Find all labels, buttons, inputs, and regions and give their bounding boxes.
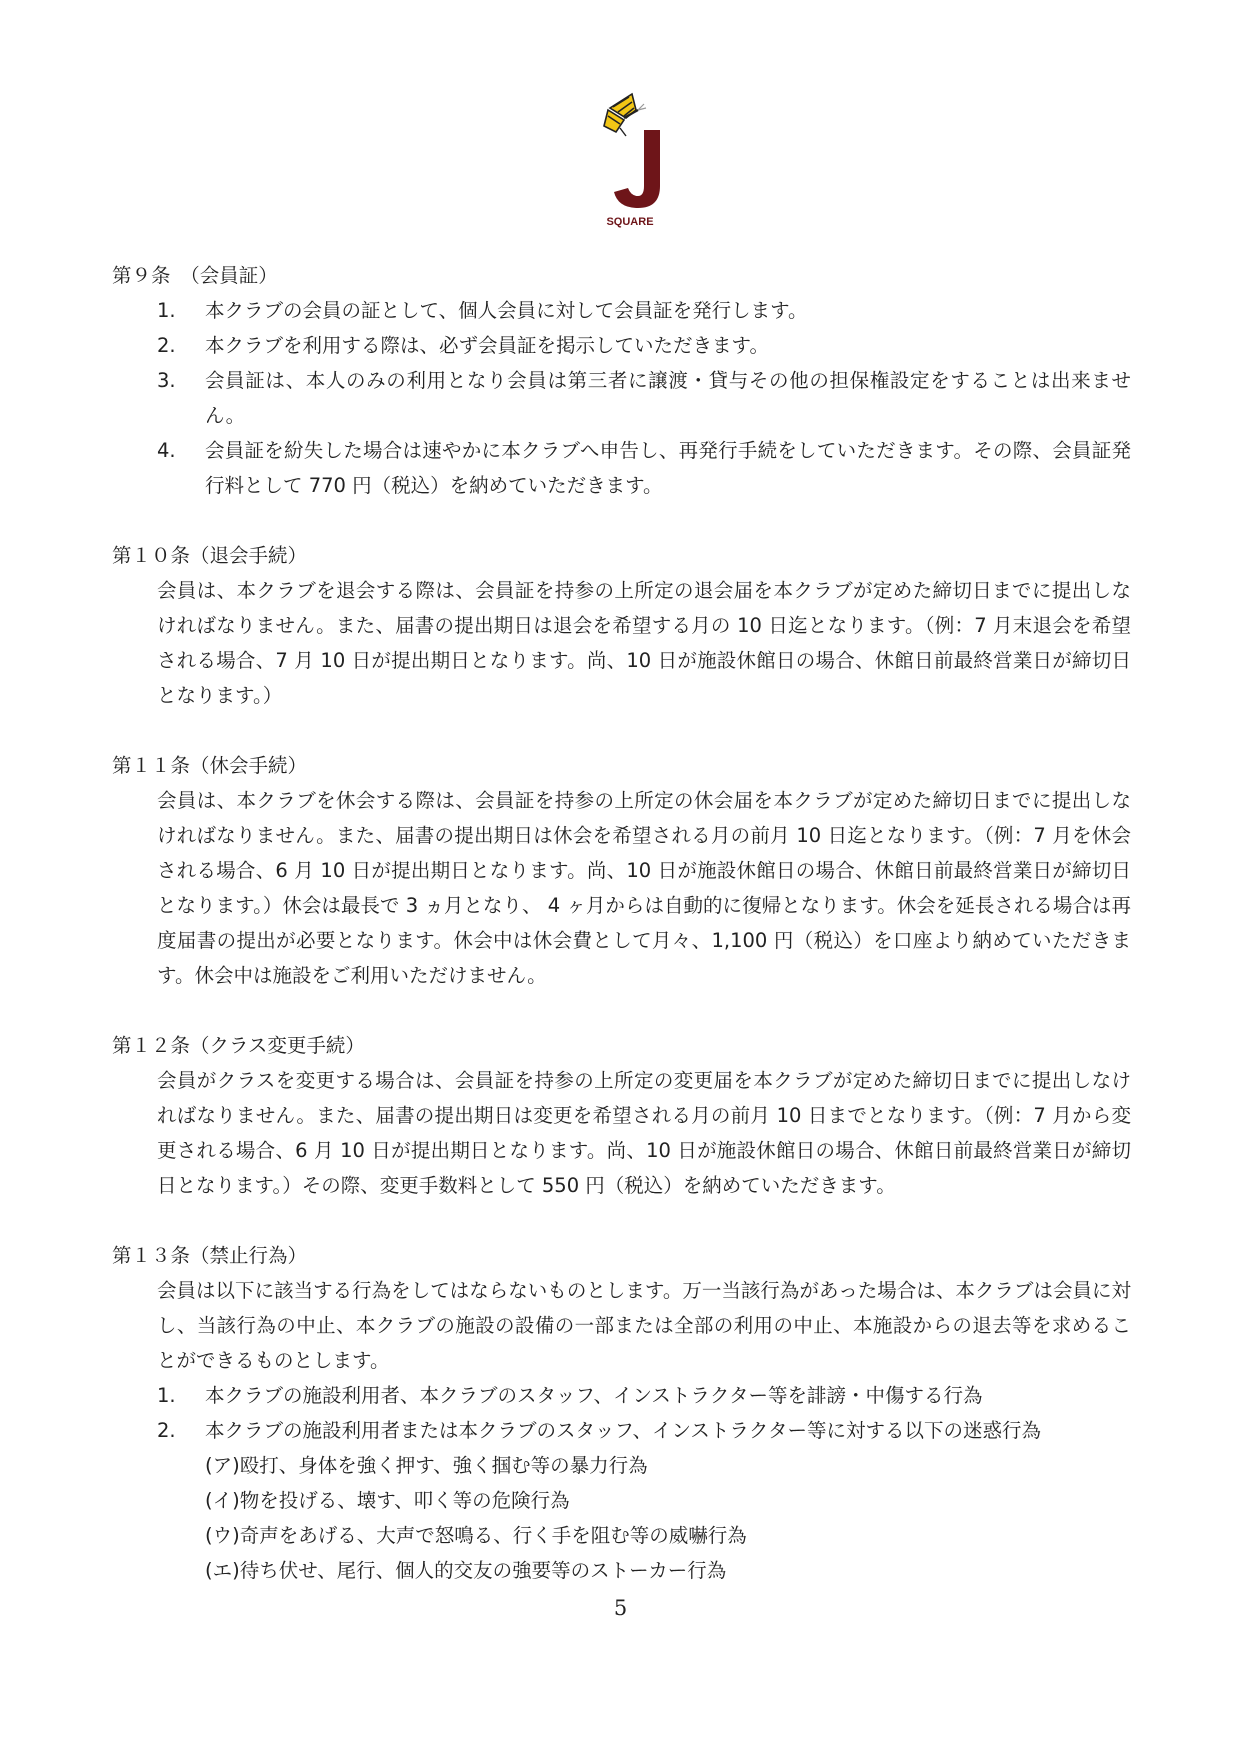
article-12 [0, 1028, 1241, 1203]
item-text: 本クラブの施設利用者、本クラブのスタッフ、インストラクター等を誹謗・中傷する行為 [205, 1384, 983, 1407]
item-number: 2. [157, 1419, 176, 1442]
item-text: 会員証を紛失した場合は速やかに本クラブへ申告し、再発行手続をしていただきます。その際、会員証発行料として 770 円（税込）を納めていただきます。 [205, 439, 1131, 497]
sub-item: (ア)殴打、身体を強く押す、強く掴む等の暴力行為 [205, 1454, 648, 1477]
item-text: 本クラブを利用する際は、必ず会員証を掲示していただきます。 [205, 334, 769, 357]
butterfly-icon [604, 94, 646, 136]
article-title: 第１１条（休会手続） [112, 754, 308, 777]
list-item [0, 328, 1241, 363]
article-title: 第１２条（クラス変更手続） [112, 1034, 365, 1057]
sub-item: (イ)物を投げる、壊す、叩く等の危険行為 [205, 1489, 570, 1512]
article-paragraph: 会員は以下に該当する行為をしてはならないものとします。万一当該行為があった場合は、本クラブは会員に対し、当該行為の中止、本クラブの施設の設備の一部または全部の利用の中止、本施設からの退去等を求めることができるものとします。 [157, 1279, 1131, 1372]
document-body [0, 258, 1241, 1623]
article-9 [0, 258, 1241, 503]
article-11 [0, 748, 1241, 993]
j-square-logo [580, 88, 680, 228]
sub-item: (エ)待ち伏せ、尾行、個人的交友の強要等のストーカー行為 [205, 1559, 727, 1582]
list-item [0, 433, 1241, 503]
list-item [0, 293, 1241, 328]
item-number: 3. [157, 369, 176, 392]
article-title: 第９条 （会員証） [112, 264, 278, 287]
article-paragraph: 会員は、本クラブを休会する際は、会員証を持参の上所定の休会届を本クラブが定めた締切日までに提出しなければなりません。また、届書の提出期日は休会を希望される月の前月 10 日迄となります。（例：7 月を休会される場合、6 月 10 日が提出期日となります。尚、10 日が施設休館日の場合、休館日前最終営業日が締切日となります。）休会は最長で 3 ヵ月となり、 4 ヶ月からは自動的に復帰となります。休会を延長される場合は再度届書の提出が必要となります。休会中は休会費として月々、1,100 円（税込）を口座より納めていただきます。休会中は施設をご利用いただけません。 [157, 789, 1131, 987]
article-10 [0, 538, 1241, 713]
article-title: 第１３条（禁止行為） [112, 1244, 308, 1267]
logo-graphic [580, 88, 680, 228]
item-number: 4. [157, 439, 176, 462]
logo-text: SQUARE [606, 216, 654, 228]
item-text: 会員証は、本人のみの利用となり会員は第三者に譲渡・貸与その他の担保権設定をすることは出来ません。 [205, 369, 1131, 427]
item-number: 1. [157, 299, 176, 322]
list-item [0, 1378, 1241, 1413]
item-text: 本クラブの施設利用者または本クラブのスタッフ、インストラクター等に対する以下の迷惑行為 [205, 1419, 1041, 1442]
list-item [0, 363, 1241, 433]
sub-item: (ウ)奇声をあげる、大声で怒鳴る、行く手を阻む等の威嚇行為 [205, 1524, 747, 1547]
item-text: 本クラブの会員の証として、個人会員に対して会員証を発行します。 [205, 299, 808, 322]
j-letter-mark [614, 130, 660, 208]
article-13 [0, 1238, 1241, 1588]
article-title: 第１０条（退会手続） [112, 544, 308, 567]
article-paragraph: 会員は、本クラブを退会する際は、会員証を持参の上所定の退会届を本クラブが定めた締切日までに提出しなければなりません。また、届書の提出期日は退会を希望する月の 10 日迄となります。（例：7 月末退会を希望される場合、7 月 10 日が提出期日となります。尚、10 日が施設休館日の場合、休館日前最終営業日が締切日となります。） [157, 579, 1131, 707]
item-number: 2. [157, 334, 176, 357]
article-paragraph: 会員がクラスを変更する場合は、会員証を持参の上所定の変更届を本クラブが定めた締切日までに提出しなければなりません。また、届書の提出期日は変更を希望される月の前月 10 日までとなります。（例：7 月から変更される場合、6 月 10 日が提出期日となります。尚、10 日が施設休館日の場合、休館日前最終営業日が締切日となります。）その際、変更手数料として 550 円（税込）を納めていただきます。 [157, 1069, 1131, 1197]
page-number: 5 [613, 1596, 628, 1620]
list-item [0, 1413, 1241, 1448]
item-number: 1. [157, 1384, 176, 1407]
